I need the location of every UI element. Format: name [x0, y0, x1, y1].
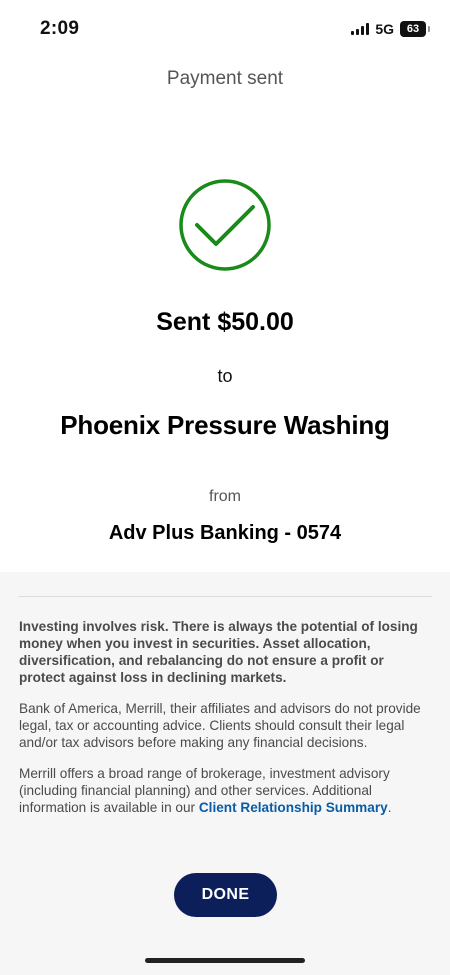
sent-amount: Sent $50.00: [156, 308, 294, 336]
home-indicator[interactable]: [145, 958, 305, 963]
payee-name: Phoenix Pressure Washing: [60, 410, 390, 440]
status-time: 2:09: [40, 18, 80, 39]
account-name: Adv Plus Banking - 0574: [108, 522, 342, 544]
disclosures: [19, 618, 433, 830]
client-relationship-summary-link[interactable]: Client Relationship Summary: [198, 800, 388, 815]
advice-disclosure: Bank of America, Merrill, their affiliates and advisors do not provide legal, tax or accounting advice. Clients should consult their legal and/or tax advisors before making any financial decisions.: [19, 701, 421, 750]
battery-icon: 63: [400, 21, 426, 37]
status-indicators: [351, 21, 426, 37]
page-title: Payment sent: [166, 68, 284, 89]
services-text: Merrill offers a broad range of brokerage, investment advisory (including financial planning) and other services. Additional information is available in our: [19, 766, 390, 815]
done-button[interactable]: DONE: [174, 873, 277, 917]
checkmark-circle-icon: [178, 178, 272, 272]
risk-disclosure: Investing involves risk. There is always the potential of losing money when you invest in securities. Asset allocation, diversification, and rebalancing do not ensure a profit or protect against loss in declining markets.: [19, 619, 418, 685]
services-disclosure: [19, 765, 433, 816]
from-label: from: [209, 488, 241, 505]
divider: [18, 596, 432, 597]
status-bar: [0, 0, 450, 58]
signal-icon: [351, 23, 369, 35]
to-label: to: [217, 366, 233, 386]
network-type: 5G: [375, 21, 394, 37]
services-suffix: .: [387, 800, 392, 815]
